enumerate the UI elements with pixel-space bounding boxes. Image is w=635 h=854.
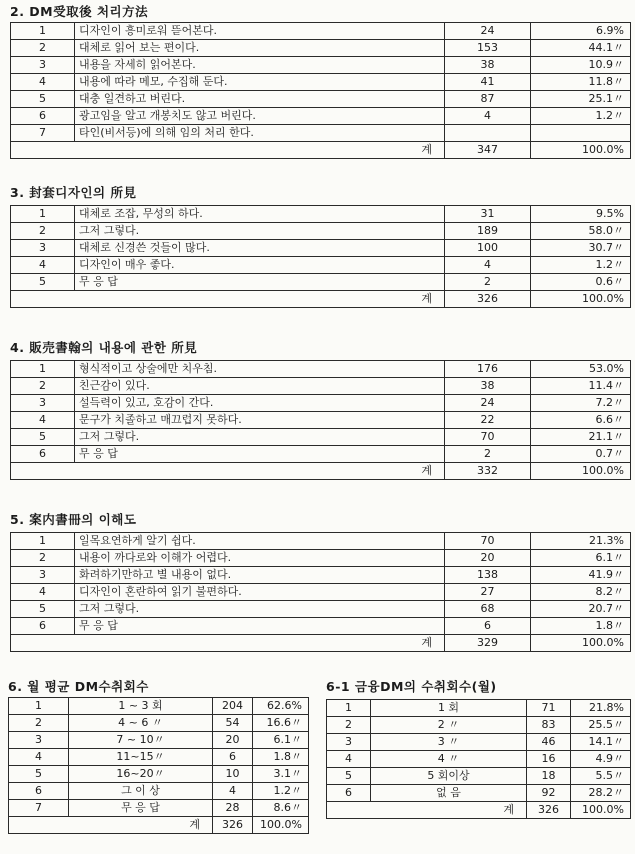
table-row (9, 800, 309, 817)
total-row (11, 463, 631, 480)
row-percent: 25.5〃 (571, 717, 631, 734)
section-sales-letter (10, 338, 630, 498)
row-count: 6 (213, 749, 253, 766)
row-text: 디자인이 매우 좋다. (75, 257, 445, 274)
row-number: 2 (327, 717, 371, 734)
total-count: 326 (445, 291, 531, 308)
row-count: 41 (445, 74, 531, 91)
table-row (11, 125, 631, 142)
row-percent: 1.2〃 (253, 783, 309, 800)
row-number: 3 (9, 732, 69, 749)
row-text: 무 응 답 (75, 446, 445, 463)
table-row (327, 734, 631, 751)
table-row (11, 429, 631, 446)
table-row (11, 618, 631, 635)
row-number: 5 (9, 766, 69, 783)
row-text: 그 이 상 (69, 783, 213, 800)
table-row (9, 766, 309, 783)
row-number: 3 (11, 567, 75, 584)
row-number: 3 (327, 734, 371, 751)
row-number: 4 (11, 257, 75, 274)
row-percent: 1.2〃 (531, 108, 631, 125)
total-label: 계 (11, 463, 445, 480)
section-envelope-design (10, 183, 630, 323)
row-count: 70 (445, 429, 531, 446)
total-label: 계 (9, 817, 213, 834)
row-count: 83 (527, 717, 571, 734)
row-count: 22 (445, 412, 531, 429)
row-text: 내용에 따라 메모, 수집해 둔다. (75, 74, 445, 91)
row-number: 2 (11, 550, 75, 567)
row-count: 100 (445, 240, 531, 257)
row-text: 11~15〃 (69, 749, 213, 766)
row-text: 3 〃 (371, 734, 527, 751)
table-row (9, 715, 309, 732)
row-count: 87 (445, 91, 531, 108)
row-number: 3 (11, 240, 75, 257)
table-row (11, 395, 631, 412)
row-count: 38 (445, 57, 531, 74)
row-count: 38 (445, 378, 531, 395)
row-count: 153 (445, 40, 531, 57)
row-number: 2 (11, 223, 75, 240)
row-count: 18 (527, 768, 571, 785)
row-text: 대체로 읽어 보는 편이다. (75, 40, 445, 57)
row-number: 5 (11, 91, 75, 108)
row-percent: 10.9〃 (531, 57, 631, 74)
row-number: 3 (11, 395, 75, 412)
row-percent: 8.6〃 (253, 800, 309, 817)
row-text: 무 응 답 (69, 800, 213, 817)
row-text: 일목요연하게 알기 쉽다. (75, 533, 445, 550)
section-monthly-dm (8, 677, 308, 852)
row-count: 24 (445, 23, 531, 40)
row-text: 친근감이 있다. (75, 378, 445, 395)
row-percent: 6.1〃 (531, 550, 631, 567)
row-text: 없 음 (371, 785, 527, 802)
table-row (9, 783, 309, 800)
table-row (11, 206, 631, 223)
table-row (11, 57, 631, 74)
row-count: 46 (527, 734, 571, 751)
total-percent: 100.0% (531, 635, 631, 652)
row-text: 대충 일견하고 버린다. (75, 91, 445, 108)
section-brochure-understanding (10, 510, 630, 670)
total-label: 계 (11, 291, 445, 308)
row-number: 7 (9, 800, 69, 817)
row-count: 2 (445, 274, 531, 291)
total-label: 계 (11, 635, 445, 652)
row-number: 5 (327, 768, 371, 785)
row-count: 71 (527, 700, 571, 717)
table-row (11, 74, 631, 91)
row-percent: 6.6〃 (531, 412, 631, 429)
row-number: 2 (11, 378, 75, 395)
row-percent: 41.9〃 (531, 567, 631, 584)
row-count: 24 (445, 395, 531, 412)
table-row (327, 717, 631, 734)
row-text: 설득력이 있고, 호감이 간다. (75, 395, 445, 412)
row-number: 4 (11, 412, 75, 429)
row-text: 그저 그렇다. (75, 601, 445, 618)
row-percent: 6.1〃 (253, 732, 309, 749)
table-row (11, 378, 631, 395)
row-text: 5 회이상 (371, 768, 527, 785)
row-percent: 4.9〃 (571, 751, 631, 768)
row-number: 1 (11, 206, 75, 223)
table-row (327, 751, 631, 768)
survey-table (10, 205, 631, 308)
row-percent: 8.2〃 (531, 584, 631, 601)
table-row (11, 40, 631, 57)
row-text: 화려하기만하고 별 내용이 없다. (75, 567, 445, 584)
row-percent: 14.1〃 (571, 734, 631, 751)
row-number: 6 (9, 783, 69, 800)
row-number: 4 (11, 584, 75, 601)
row-percent: 1.8〃 (253, 749, 309, 766)
row-number: 7 (11, 125, 75, 142)
row-count: 20 (213, 732, 253, 749)
row-count: 20 (445, 550, 531, 567)
row-text: 대체로 신경쓴 것들이 많다. (75, 240, 445, 257)
row-percent: 5.5〃 (571, 768, 631, 785)
row-text: 내용이 까다로와 이해가 어렵다. (75, 550, 445, 567)
row-number: 1 (327, 700, 371, 717)
table-row (11, 567, 631, 584)
total-percent: 100.0% (531, 463, 631, 480)
table-row (9, 698, 309, 715)
total-count: 347 (445, 142, 531, 159)
row-percent: 30.7〃 (531, 240, 631, 257)
table-row (11, 550, 631, 567)
row-text: 형식적이고 상술에만 치우침. (75, 361, 445, 378)
total-label: 계 (327, 802, 527, 819)
row-text: 문구가 치졸하고 매끄럽지 못하다. (75, 412, 445, 429)
row-percent: 53.0% (531, 361, 631, 378)
row-number: 1 (11, 533, 75, 550)
row-count: 10 (213, 766, 253, 783)
row-percent: 28.2〃 (571, 785, 631, 802)
section-financial-dm (326, 677, 630, 852)
row-text: 그저 그렇다. (75, 429, 445, 446)
row-number: 6 (11, 446, 75, 463)
row-count: 176 (445, 361, 531, 378)
row-number: 6 (11, 108, 75, 125)
row-percent (531, 125, 631, 142)
row-percent: 16.6〃 (253, 715, 309, 732)
table-row (11, 584, 631, 601)
row-count: 27 (445, 584, 531, 601)
row-text: 광고임을 알고 개봉치도 않고 버린다. (75, 108, 445, 125)
row-text: 내용을 자세히 읽어본다. (75, 57, 445, 74)
total-count: 329 (445, 635, 531, 652)
table-row (11, 412, 631, 429)
row-count: 2 (445, 446, 531, 463)
row-count: 16 (527, 751, 571, 768)
total-row (11, 142, 631, 159)
table-row (11, 274, 631, 291)
table-row (11, 240, 631, 257)
row-text: 그저 그렇다. (75, 223, 445, 240)
survey-table (326, 699, 631, 819)
total-count: 332 (445, 463, 531, 480)
row-text: 16~20〃 (69, 766, 213, 783)
row-number: 4 (327, 751, 371, 768)
row-percent: 1.8〃 (531, 618, 631, 635)
row-number: 3 (11, 57, 75, 74)
row-count: 4 (445, 108, 531, 125)
survey-table (10, 22, 631, 159)
row-number: 5 (11, 274, 75, 291)
row-number: 1 (11, 361, 75, 378)
row-text: 대체로 조잡, 무성의 하다. (75, 206, 445, 223)
row-percent: 44.1〃 (531, 40, 631, 57)
total-row (327, 802, 631, 819)
table-row (11, 533, 631, 550)
table-row (9, 732, 309, 749)
row-percent: 25.1〃 (531, 91, 631, 108)
survey-table (8, 697, 309, 834)
row-percent: 21.3% (531, 533, 631, 550)
row-count: 6 (445, 618, 531, 635)
row-percent: 11.8〃 (531, 74, 631, 91)
row-number: 6 (327, 785, 371, 802)
total-row (9, 817, 309, 834)
table-row (327, 768, 631, 785)
row-count: 70 (445, 533, 531, 550)
total-percent: 100.0% (531, 142, 631, 159)
table-row (11, 108, 631, 125)
section-title: 2. DM受取後 처리方法 (10, 4, 149, 19)
total-row (11, 291, 631, 308)
row-number: 5 (11, 601, 75, 618)
section-dm-handling (10, 2, 630, 172)
row-text: 1 회 (371, 700, 527, 717)
row-count: 138 (445, 567, 531, 584)
row-percent: 21.8% (571, 700, 631, 717)
row-text: 4 ~ 6 〃 (69, 715, 213, 732)
table-row (327, 700, 631, 717)
row-count: 189 (445, 223, 531, 240)
row-percent: 21.1〃 (531, 429, 631, 446)
total-percent: 100.0% (253, 817, 309, 834)
row-percent: 62.6% (253, 698, 309, 715)
total-percent: 100.0% (571, 802, 631, 819)
table-row (11, 257, 631, 274)
row-number: 4 (9, 749, 69, 766)
row-count: 4 (213, 783, 253, 800)
survey-table (10, 532, 631, 652)
row-count: 4 (445, 257, 531, 274)
row-count: 28 (213, 800, 253, 817)
row-percent: 0.7〃 (531, 446, 631, 463)
table-row (11, 361, 631, 378)
row-percent: 20.7〃 (531, 601, 631, 618)
section-title: 3. 封套디자인의 所見 (10, 185, 137, 200)
row-number: 6 (11, 618, 75, 635)
row-text: 디자인이 혼란하여 읽기 불편하다. (75, 584, 445, 601)
row-count (445, 125, 531, 142)
row-number: 4 (11, 74, 75, 91)
row-percent: 0.6〃 (531, 274, 631, 291)
row-count: 204 (213, 698, 253, 715)
section-title: 4. 販売書翰의 내용에 관한 所見 (10, 340, 198, 355)
table-row (11, 91, 631, 108)
section-title: 5. 案内書冊의 이해도 (10, 512, 137, 527)
row-number: 2 (9, 715, 69, 732)
row-percent: 6.9% (531, 23, 631, 40)
row-percent: 58.0〃 (531, 223, 631, 240)
survey-table (10, 360, 631, 480)
row-percent: 3.1〃 (253, 766, 309, 783)
section-title: 6. 월 평균 DM수취회수 (8, 679, 149, 694)
table-row (327, 785, 631, 802)
row-count: 92 (527, 785, 571, 802)
row-number: 2 (11, 40, 75, 57)
table-row (11, 446, 631, 463)
row-number: 1 (9, 698, 69, 715)
table-row (11, 23, 631, 40)
row-percent: 7.2〃 (531, 395, 631, 412)
row-percent: 11.4〃 (531, 378, 631, 395)
row-text: 2 〃 (371, 717, 527, 734)
table-row (9, 749, 309, 766)
row-number: 5 (11, 429, 75, 446)
total-label: 계 (11, 142, 445, 159)
total-count: 326 (213, 817, 253, 834)
row-text: 1 ~ 3 회 (69, 698, 213, 715)
row-text: 디자인이 흥미로워 뜯어본다. (75, 23, 445, 40)
row-percent: 9.5% (531, 206, 631, 223)
row-text: 7 ~ 10〃 (69, 732, 213, 749)
row-count: 54 (213, 715, 253, 732)
total-percent: 100.0% (531, 291, 631, 308)
row-number: 1 (11, 23, 75, 40)
row-count: 31 (445, 206, 531, 223)
row-percent: 1.2〃 (531, 257, 631, 274)
total-count: 326 (527, 802, 571, 819)
row-text: 타인(비서등)에 의해 임의 처리 한다. (75, 125, 445, 142)
row-text: 무 응 답 (75, 274, 445, 291)
table-row (11, 601, 631, 618)
row-text: 4 〃 (371, 751, 527, 768)
row-text: 무 응 답 (75, 618, 445, 635)
section-title: 6-1 금융DM의 수취회수(월) (326, 679, 497, 694)
row-count: 68 (445, 601, 531, 618)
table-row (11, 223, 631, 240)
total-row (11, 635, 631, 652)
